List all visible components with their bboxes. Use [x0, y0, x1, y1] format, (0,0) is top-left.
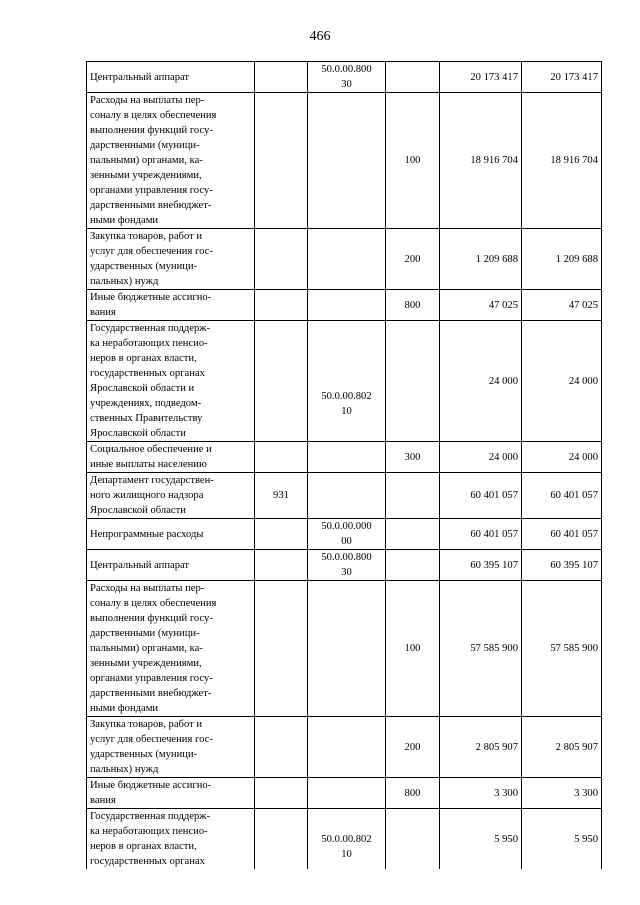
row-csr-line: 30: [341, 567, 352, 578]
row-amount-2-cell: 20 173 417: [522, 62, 602, 93]
row-dept-cell: [255, 321, 308, 442]
row-name-line: Закупка товаров, работ и: [90, 231, 203, 242]
row-name-line: Иные бюджетные ассигно-: [90, 292, 212, 303]
row-name-cell: [87, 442, 255, 473]
row-vr-cell: [386, 519, 440, 550]
row-csr-line: [311, 344, 382, 359]
row-amount-2-cell: 3 300: [522, 778, 602, 809]
row-csr-line: 10: [341, 848, 352, 860]
table-row: [87, 550, 602, 581]
row-name-line: государственных органах: [90, 856, 205, 867]
row-name-line: неров в органах власти,: [90, 841, 197, 852]
row-vr-cell: 300: [386, 442, 440, 473]
row-name-line: зенными учреждениями,: [90, 170, 202, 181]
row-vr-cell: [386, 550, 440, 581]
row-name-line: пальными) органами, ка-: [90, 155, 203, 166]
row-name-line: ка неработающих пенсио-: [90, 826, 208, 837]
row-name-cell: [87, 473, 255, 519]
row-name-line: пальными) органами, ка-: [90, 643, 203, 654]
row-name-line: Государственная поддерж-: [90, 323, 211, 334]
row-name-line: Иные бюджетные ассигно-: [90, 780, 212, 791]
row-name-line: государственных органах: [90, 368, 205, 379]
row-csr-line: [311, 817, 382, 832]
table-row: [87, 62, 602, 93]
row-name-line: органами управления госу-: [90, 185, 213, 196]
row-dept-cell: [255, 62, 308, 93]
row-amount-1-cell: 47 025: [440, 290, 522, 321]
row-csr-line: 50.0.00.800: [321, 552, 372, 563]
table-row: [87, 519, 602, 550]
table-row: [87, 93, 602, 229]
row-dept-cell: [255, 229, 308, 290]
row-amount-2-cell: 47 025: [522, 290, 602, 321]
row-name-line: Ярославской области: [90, 428, 186, 439]
row-amount-2-cell: 24 000: [522, 321, 602, 442]
row-name-line: ными фондами: [90, 215, 159, 226]
row-csr-cell: [308, 581, 386, 717]
row-name-cell: [87, 321, 255, 442]
row-name-line: ударственных (муници-: [90, 749, 198, 760]
row-amount-2-cell: 60 401 057: [522, 519, 602, 550]
row-dept-cell: [255, 581, 308, 717]
row-name-line: иные выплаты населению: [90, 459, 207, 470]
row-csr-line: [311, 374, 382, 389]
row-name-line: услуг для обеспечения гос-: [90, 246, 213, 257]
row-name-line: ными фондами: [90, 703, 159, 714]
row-csr-line: 10: [341, 405, 352, 417]
table-row: [87, 809, 602, 870]
row-dept-cell: [255, 778, 308, 809]
row-csr-line: 00: [341, 536, 352, 547]
row-dept-cell: [255, 290, 308, 321]
row-name-line: дарственными внебюджет-: [90, 200, 212, 211]
row-amount-1-cell: 60 401 057: [440, 519, 522, 550]
row-vr-cell: [386, 809, 440, 870]
table-row: [87, 442, 602, 473]
row-dept-cell: 931: [255, 473, 308, 519]
row-name-line: ка неработающих пенсио-: [90, 338, 208, 349]
row-csr-cell: [308, 290, 386, 321]
row-name-line: выполнения функций госу-: [90, 125, 213, 136]
row-name-line: Социальное обеспечение и: [90, 444, 212, 455]
row-csr-line: 50.0.00.000: [321, 521, 372, 532]
table-row: [87, 473, 602, 519]
row-csr-cell: [308, 519, 386, 550]
row-csr-cell: [308, 229, 386, 290]
row-csr-cell: [308, 717, 386, 778]
row-name-cell: [87, 717, 255, 778]
row-vr-cell: 800: [386, 778, 440, 809]
row-name-line: выполнения функций госу-: [90, 613, 213, 624]
row-vr-cell: [386, 473, 440, 519]
row-amount-2-cell: 60 395 107: [522, 550, 602, 581]
row-amount-1-cell: 57 585 900: [440, 581, 522, 717]
row-name-line: зенными учреждениями,: [90, 658, 202, 669]
row-csr-line: 50.0.00.802: [321, 390, 372, 402]
row-amount-2-cell: 1 209 688: [522, 229, 602, 290]
row-vr-cell: [386, 62, 440, 93]
row-name-line: соналу в целях обеспечения: [90, 110, 217, 121]
row-name-line: Департамент государствен-: [90, 475, 214, 486]
row-csr-line: 30: [341, 79, 352, 90]
row-name-line: Непрограммные расходы: [90, 528, 204, 540]
row-name-cell: [87, 229, 255, 290]
table-row: [87, 290, 602, 321]
row-csr-cell: [308, 62, 386, 93]
row-name-line: дарственными (муници-: [90, 628, 200, 639]
row-name-cell: [87, 581, 255, 717]
row-vr-cell: 800: [386, 290, 440, 321]
row-vr-cell: 200: [386, 229, 440, 290]
row-name-line: услуг для обеспечения гос-: [90, 734, 213, 745]
table-row: [87, 229, 602, 290]
budget-table: [86, 61, 602, 869]
row-csr-cell: [308, 473, 386, 519]
row-csr-cell: [308, 93, 386, 229]
row-vr-cell: 200: [386, 717, 440, 778]
row-amount-1-cell: 3 300: [440, 778, 522, 809]
row-name-cell: [87, 550, 255, 581]
row-name-cell: [87, 62, 255, 93]
row-amount-1-cell: 20 173 417: [440, 62, 522, 93]
row-name-line: ственных Правительству: [90, 413, 203, 424]
row-amount-1-cell: 5 950: [440, 809, 522, 870]
row-vr-cell: 100: [386, 581, 440, 717]
row-name-line: Центральный аппарат: [90, 71, 190, 83]
row-amount-1-cell: 18 916 704: [440, 93, 522, 229]
table-row: [87, 778, 602, 809]
row-amount-2-cell: 57 585 900: [522, 581, 602, 717]
row-name-line: Государственная поддерж-: [90, 811, 211, 822]
row-csr-cell: [308, 442, 386, 473]
row-amount-2-cell: 60 401 057: [522, 473, 602, 519]
table-row: [87, 581, 602, 717]
row-vr-cell: 100: [386, 93, 440, 229]
row-name-line: вания: [90, 307, 116, 318]
row-name-line: вания: [90, 795, 116, 806]
row-amount-1-cell: 24 000: [440, 442, 522, 473]
row-csr-cell: [308, 778, 386, 809]
row-csr-cell: [308, 809, 386, 870]
row-name-line: Центральный аппарат: [90, 559, 190, 571]
row-name-line: соналу в целях обеспечения: [90, 598, 217, 609]
row-name-line: Ярославской области: [90, 505, 186, 516]
row-dept-cell: [255, 93, 308, 229]
row-name-line: Расходы на выплаты пер-: [90, 583, 205, 594]
row-dept-cell: [255, 550, 308, 581]
row-name-cell: [87, 519, 255, 550]
row-name-line: пальных) нужд: [90, 764, 159, 775]
row-amount-1-cell: 2 805 907: [440, 717, 522, 778]
row-amount-2-cell: 5 950: [522, 809, 602, 870]
row-amount-1-cell: 60 395 107: [440, 550, 522, 581]
row-vr-cell: [386, 321, 440, 442]
row-dept-cell: [255, 717, 308, 778]
row-name-cell: [87, 290, 255, 321]
row-name-line: дарственными (муници-: [90, 140, 200, 151]
row-name-line: Закупка товаров, работ и: [90, 719, 203, 730]
row-amount-1-cell: 24 000: [440, 321, 522, 442]
row-name-cell: [87, 809, 255, 870]
table-row: [87, 321, 602, 442]
row-name-line: ударственных (муници-: [90, 261, 198, 272]
row-name-cell: [87, 778, 255, 809]
row-name-cell: [87, 93, 255, 229]
row-name-line: пальных) нужд: [90, 276, 159, 287]
row-name-line: ного жилищного надзора: [90, 490, 204, 501]
row-name-line: дарственными внебюджет-: [90, 688, 212, 699]
row-amount-1-cell: 60 401 057: [440, 473, 522, 519]
row-dept-cell: [255, 519, 308, 550]
row-csr-line: 50.0.00.800: [321, 64, 372, 75]
row-dept-cell: [255, 809, 308, 870]
row-name-line: Расходы на выплаты пер-: [90, 95, 205, 106]
row-amount-1-cell: 1 209 688: [440, 229, 522, 290]
row-name-line: органами управления госу-: [90, 673, 213, 684]
row-amount-2-cell: 18 916 704: [522, 93, 602, 229]
row-name-line: неров в органах власти,: [90, 353, 197, 364]
row-csr-line: 50.0.00.802: [321, 833, 372, 845]
page-number: 466: [309, 29, 331, 44]
row-dept-cell: [255, 442, 308, 473]
row-csr-line: [311, 359, 382, 374]
row-name-line: учреждениях, подведом-: [90, 398, 202, 409]
row-amount-2-cell: 24 000: [522, 442, 602, 473]
row-amount-2-cell: 2 805 907: [522, 717, 602, 778]
row-csr-cell: [308, 321, 386, 442]
row-name-line: Ярославской области и: [90, 383, 195, 394]
row-csr-cell: [308, 550, 386, 581]
table-row: [87, 717, 602, 778]
